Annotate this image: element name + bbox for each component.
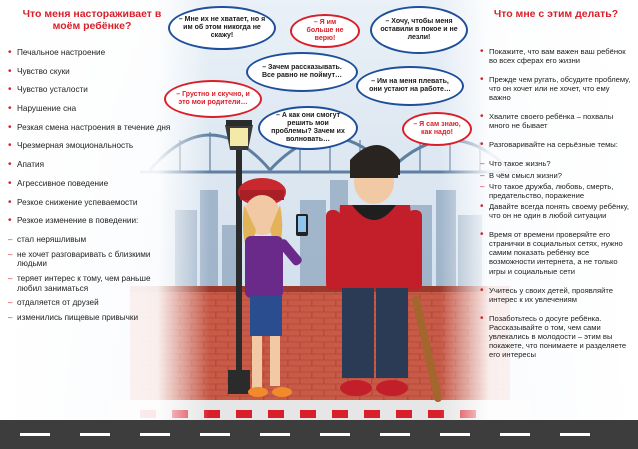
list-item: • Печальное настроение [8, 48, 176, 58]
list-item: • Учитесь у своих детей, проявляйте интерес к их увлечениям [480, 286, 632, 304]
sub-list-item: – Что такое дружба, любовь, смерть, предательство, поражение [480, 182, 632, 200]
list-item: • Чувство усталости [8, 85, 176, 95]
list-item: • Нарушение сна [8, 104, 176, 114]
list-item: • Апатия [8, 160, 176, 170]
speech-bubble: – Зачем рассказывать. Все равно не поймут… [246, 52, 358, 92]
sub-list-item: – стал неряшливым [8, 235, 176, 245]
list-item: • Время от времени проверяйте его странички в социальных сетях, нужно самим показать ребёнку все возможности интернета, а не только игры и социальные сети [480, 230, 632, 276]
left-title: Что меня настораживает в моём ребёнке? [22, 8, 162, 33]
list-item: • Чрезмерная эмоциональность [8, 141, 176, 151]
sub-list-item: – Что такое жизнь? [480, 159, 632, 168]
right-title: Что мне с этим делать? [493, 8, 619, 20]
speech-bubble: – Хочу, чтобы меня оставили в покое и не лезли! [370, 6, 468, 54]
warning-signs-list [8, 48, 176, 322]
list-item: • Давайте всегда понять своему ребёнку, что он не один в любой ситуации [480, 202, 632, 220]
speech-bubble: – Им на меня плевать, они устают на работе… [356, 66, 464, 106]
left-column [8, 8, 176, 328]
speech-bubble: – А как они смогут решить мои проблемы? Зачем их волновать… [258, 106, 358, 150]
advice-list [480, 47, 632, 360]
sub-list-item: – изменились пищевые привычки [8, 313, 176, 323]
sub-list-item: – теряет интерес к тому, чем раньше любил заниматься [8, 274, 176, 293]
speech-bubble: – Грустно и скучно, и это мои родители… [164, 80, 262, 118]
sub-list-item: – В чём смысл жизни? [480, 171, 632, 180]
list-item: • Чувство скуки [8, 67, 176, 77]
list-item: • Позаботьтесь о досуге ребёнка. Рассказывайте о том, чем сами увлекались в молодости – этим вы покажете, что понимаете и разделяете его интересы [480, 314, 632, 360]
list-item: • Резкое снижение успеваемости [8, 198, 176, 208]
list-item: • Резкое изменение в поведении: [8, 216, 176, 226]
speech-bubble: – Мне их не хватает, но я им об этом никогда не скажу! [168, 6, 276, 50]
list-item: • Резкая смена настроения в течение дня [8, 123, 176, 133]
speech-bubble: – Я им больше не верю! [290, 14, 360, 48]
list-item: • Покажите, что вам важен ваш ребёнок во всех сферах его жизни [480, 47, 632, 65]
list-item: • Агрессивное поведение [8, 179, 176, 189]
list-item: • Разговаривайте на серьёзные темы: [480, 140, 632, 149]
sub-list-item: – отдаляется от друзей [8, 298, 176, 308]
sub-list-item: – не хочет разговаривать с близкими людьми [8, 250, 176, 269]
right-column [480, 8, 632, 369]
list-item: • Прежде чем ругать, обсудите проблему, что он хочет или не хочет, что ему важно [480, 75, 632, 102]
speech-bubble: – Я сам знаю, как надо! [402, 112, 472, 146]
list-item: • Хвалите своего ребёнка – похвалы много не бывает [480, 112, 632, 130]
